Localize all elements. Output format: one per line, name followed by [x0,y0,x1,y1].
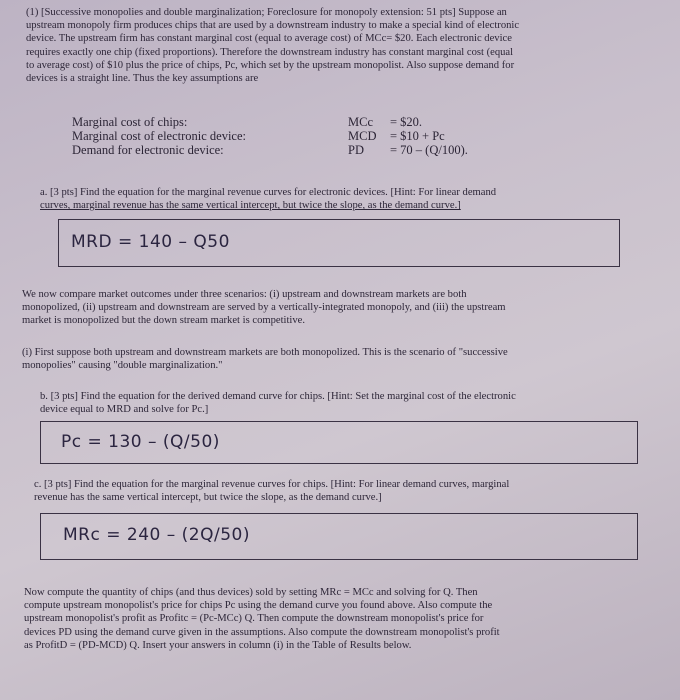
assumption-symbol: MCD [348,129,377,143]
paragraph-line: upstream monopolist's profit as Profitc = (Pc-MCc) Q. Then compute the downstream monopolist's price for [24,613,484,625]
answer-box-c[interactable] [40,513,638,560]
handwritten-answer: MRc = 240 – (2Q/50) [63,525,250,545]
part-b-question [40,390,640,416]
paragraph-line: (i) First suppose both upstream and downstream markets are both monopolized. This is the scenario of "successive [22,347,508,358]
paragraph-line: Now compute the quantity of chips (and thus devices) sold by setting MRc = MCc and solving for Q. Then [24,587,478,598]
assumption-label: Demand for electronic device: [72,143,224,157]
paragraph-line: devices PD using the demand curve given in the assumptions. Also compute the downstream monopolist's profit [24,626,500,638]
assumption-value: = $10 + Pc [390,129,445,143]
part-c-question [34,478,644,504]
paragraph-line: as ProfitD = (PD-MCD) Q. Insert your answers in column (i) in the Table of Results below. [24,639,412,651]
intro-line: to average cost) of $10 plus the price of chips, Pc, which set by the upstream monopolist. Also suppose demand for [26,59,515,71]
intro-paragraph [26,6,654,85]
scenario-i-paragraph [22,346,652,372]
part-a-question [40,186,640,212]
assumption-value: = 70 – (Q/100). [390,143,468,157]
answer-box-a[interactable] [58,219,620,267]
handwritten-answer: MRD = 140 – Q50 [71,232,230,252]
intro-line: (1) [Successive monopolies and double marginalization; Foreclosure for monopoly extension: 51 pts] Suppose an [26,7,507,18]
computation-instructions [24,586,650,652]
assumption-symbol: PD [348,143,364,157]
paragraph-line: market is monopolized but the down stream market is competitive. [22,315,306,327]
assumption-row [72,115,512,129]
assumption-row [72,143,512,157]
paragraph-line: We now compare market outcomes under three scenarios: (i) upstream and downstream markets are both [22,289,467,300]
paragraph-line: compute upstream monopolist's price for chips Pc using the demand curve you found above. Also compute the [24,600,493,612]
assumption-row [72,129,512,143]
intro-line: upstream monopoly firm produces chips that are used by a downstream industry to make a special kind of electronic [26,20,520,32]
question-line: a. [3 pts] Find the equation for the marginal revenue curves for electronic devices. [Hint: For linear demand [40,187,497,198]
question-line: revenue has the same vertical intercept, but twice the slope, as the demand curve.] [34,492,382,504]
assumption-label: Marginal cost of chips: [72,115,188,129]
intro-line: requires exactly one chip (fixed proportions). Therefore the downstream industry has constant marginal cost (equal [26,46,514,58]
question-line: b. [3 pts] Find the equation for the derived demand curve for chips. [Hint: Set the marginal cost of the electronic [40,391,516,402]
assumptions-table [72,115,512,157]
assumption-symbol: MCc [348,115,373,129]
paragraph-line: monopolies" causing "double marginalization." [22,360,223,372]
question-line: curves, marginal revenue has the same vertical intercept, but twice the slope, as the demand curve.] [40,200,461,212]
intro-line: device. The upstream firm has constant marginal cost (equal to average cost) of MCc= $20. Each electronic device [26,33,512,45]
paragraph-line: monopolized, (ii) upstream and downstream are served by a vertically-integrated monopoly, and (iii) the upstream [22,302,506,314]
answer-box-b[interactable] [40,421,638,464]
assumption-value: = $20. [390,115,423,129]
question-line: c. [3 pts] Find the equation for the marginal revenue curves for chips. [Hint: For linear demand curves, marginal [34,479,510,490]
handwritten-answer: Pc = 130 – (Q/50) [61,432,220,452]
intro-line: devices is a straight line. Thus the key assumptions are [26,73,259,85]
scenarios-paragraph [22,288,652,328]
question-line: device equal to MRD and solve for Pc.] [40,404,209,416]
assumption-label: Marginal cost of electronic device: [72,129,247,143]
